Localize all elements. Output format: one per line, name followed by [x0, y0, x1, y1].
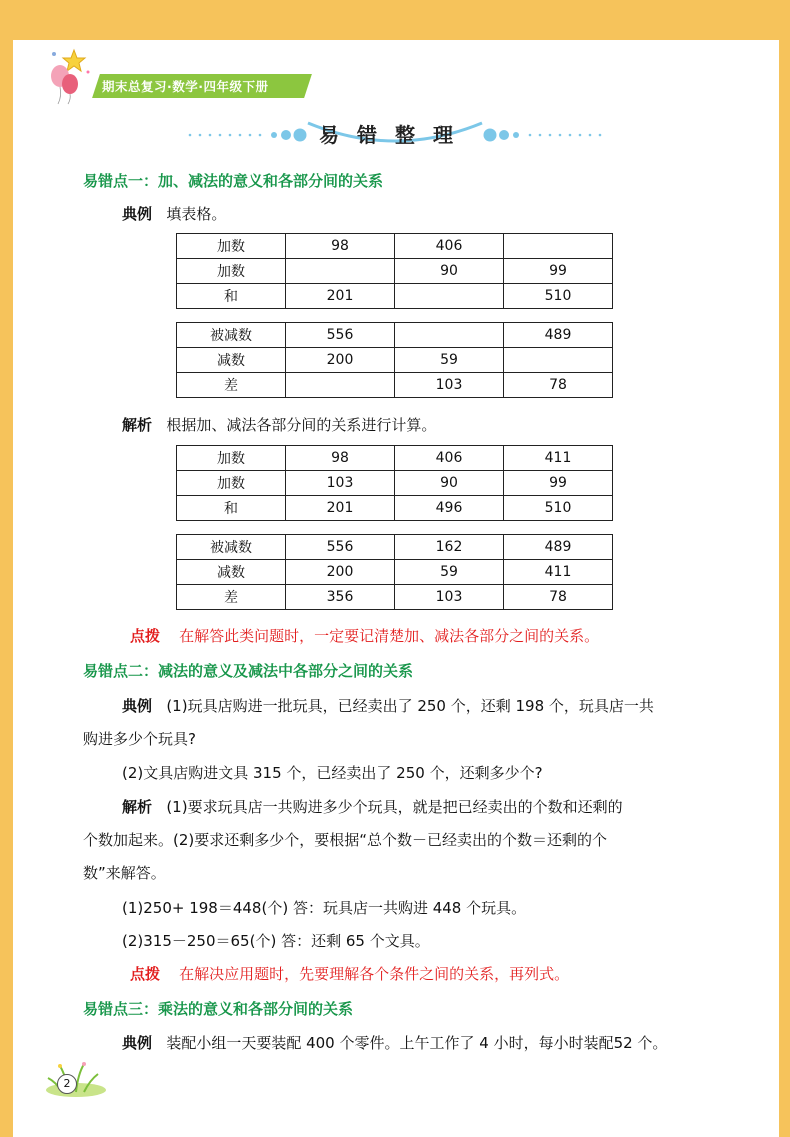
example-label: 典例	[122, 697, 153, 715]
page-title	[180, 115, 610, 155]
table-cell: 556	[286, 323, 395, 348]
table-cell	[504, 234, 613, 259]
table-cell: 510	[504, 496, 613, 521]
table-row	[177, 496, 613, 521]
table-cell: 201	[286, 284, 395, 309]
section1-tip	[130, 625, 599, 646]
table-cell: 200	[286, 348, 395, 373]
subtraction-answer-table	[176, 534, 613, 610]
table-row	[177, 446, 613, 471]
table-cell: 489	[504, 323, 613, 348]
table-cell: 103	[286, 471, 395, 496]
table-row	[177, 284, 613, 309]
example-label: 典例	[122, 205, 153, 223]
line-text: 装配小组一天要装配 400 个零件。上午工作了 4 小时，每小时装配52 个。	[166, 1034, 668, 1052]
table-cell: 差	[177, 585, 286, 610]
section2-heading: 易错点二：减法的意义及减法中各部分之间的关系	[83, 662, 414, 680]
table-cell: 556	[286, 535, 395, 560]
section2-line3: (2)文具店购进文具 315 个，已经卖出了 250 个，还剩多少个?	[122, 764, 543, 782]
subtraction-question-table	[176, 322, 613, 398]
table-cell: 59	[395, 560, 504, 585]
table-cell: 406	[395, 234, 504, 259]
table-row	[177, 323, 613, 348]
table-cell	[504, 348, 613, 373]
tip-text: 在解答此类问题时，一定要记清楚加、减法各部分之间的关系。	[179, 627, 600, 645]
table-cell: 减数	[177, 348, 286, 373]
table-cell: 加数	[177, 234, 286, 259]
section3-line1	[122, 1032, 667, 1053]
table-cell: 411	[504, 560, 613, 585]
line-text: (1)玩具店购进一批玩具，已经卖出了 250 个，还剩 198 个，玩具店一共	[166, 697, 654, 715]
table-row	[177, 585, 613, 610]
table-row	[177, 471, 613, 496]
table-cell	[395, 284, 504, 309]
line-text: (1)要求玩具店一共购进多少个玩具，就是把已经卖出的个数和还剩的	[166, 798, 623, 816]
section2-line1	[122, 695, 654, 716]
section3-heading: 易错点三：乘法的意义和各部分间的关系	[83, 1000, 354, 1018]
table-cell: 201	[286, 496, 395, 521]
section1-analysis	[122, 414, 436, 435]
table-row	[177, 348, 613, 373]
table-cell: 减数	[177, 560, 286, 585]
table-cell: 103	[395, 585, 504, 610]
analysis-text: 根据加、减法各部分间的关系进行计算。	[166, 416, 437, 434]
addition-answer-table	[176, 445, 613, 521]
table-cell: 和	[177, 496, 286, 521]
section1-heading: 易错点一：加、减法的意义和各部分间的关系	[83, 172, 384, 190]
analysis-label: 解析	[122, 798, 153, 816]
table-cell: 99	[504, 471, 613, 496]
table-row	[177, 234, 613, 259]
section1-example	[122, 203, 226, 224]
table-cell: 加数	[177, 471, 286, 496]
section2-line6: 数”来解答。	[83, 864, 166, 882]
table-cell: 90	[395, 259, 504, 284]
table-cell: 加数	[177, 446, 286, 471]
tip-label: 点拨	[130, 627, 161, 645]
example-label: 典例	[122, 1034, 153, 1052]
table-cell: 90	[395, 471, 504, 496]
table-cell: 510	[504, 284, 613, 309]
table-cell: 200	[286, 560, 395, 585]
table-row	[177, 535, 613, 560]
table-cell: 98	[286, 234, 395, 259]
analysis-label: 解析	[122, 416, 153, 434]
table-cell: 496	[395, 496, 504, 521]
table-row	[177, 259, 613, 284]
tip-text: 在解决应用题时，先要理解各个条件之间的关系，再列式。	[179, 965, 570, 983]
table-row	[177, 560, 613, 585]
table-cell: 被减数	[177, 323, 286, 348]
table-cell: 103	[395, 373, 504, 398]
table-cell: 98	[286, 446, 395, 471]
section2-tip	[130, 963, 569, 984]
section2-line8: (2)315－250＝65(个) 答：还剩 65 个文具。	[122, 932, 430, 950]
table-cell: 被减数	[177, 535, 286, 560]
table-cell: 99	[504, 259, 613, 284]
table-cell: 差	[177, 373, 286, 398]
header-badge-text: 期末总复习·数学·四年级下册	[102, 79, 269, 94]
table-cell: 加数	[177, 259, 286, 284]
table-cell: 162	[395, 535, 504, 560]
table-cell: 411	[504, 446, 613, 471]
table-cell	[286, 259, 395, 284]
page-number: 2	[57, 1074, 77, 1094]
table-cell: 489	[504, 535, 613, 560]
section2-line2: 购进多少个玩具?	[83, 730, 196, 748]
table-cell: 406	[395, 446, 504, 471]
title-text: 易错整理	[319, 123, 471, 147]
section2-line7: (1)250+ 198＝448(个) 答：玩具店一共购进 448 个玩具。	[122, 899, 527, 917]
table-cell: 78	[504, 585, 613, 610]
section2-line4	[122, 796, 623, 817]
example-text: 填表格。	[166, 205, 227, 223]
table-cell: 78	[504, 373, 613, 398]
header-badge	[58, 74, 308, 98]
addition-question-table	[176, 233, 613, 309]
table-cell: 59	[395, 348, 504, 373]
table-cell: 和	[177, 284, 286, 309]
table-cell	[395, 323, 504, 348]
section2-line5: 个数加起来。(2)要求还剩多少个，要根据“总个数－已经卖出的个数＝还剩的个	[83, 831, 608, 849]
table-cell	[286, 373, 395, 398]
table-cell: 356	[286, 585, 395, 610]
table-row	[177, 373, 613, 398]
tip-label: 点拨	[130, 965, 161, 983]
